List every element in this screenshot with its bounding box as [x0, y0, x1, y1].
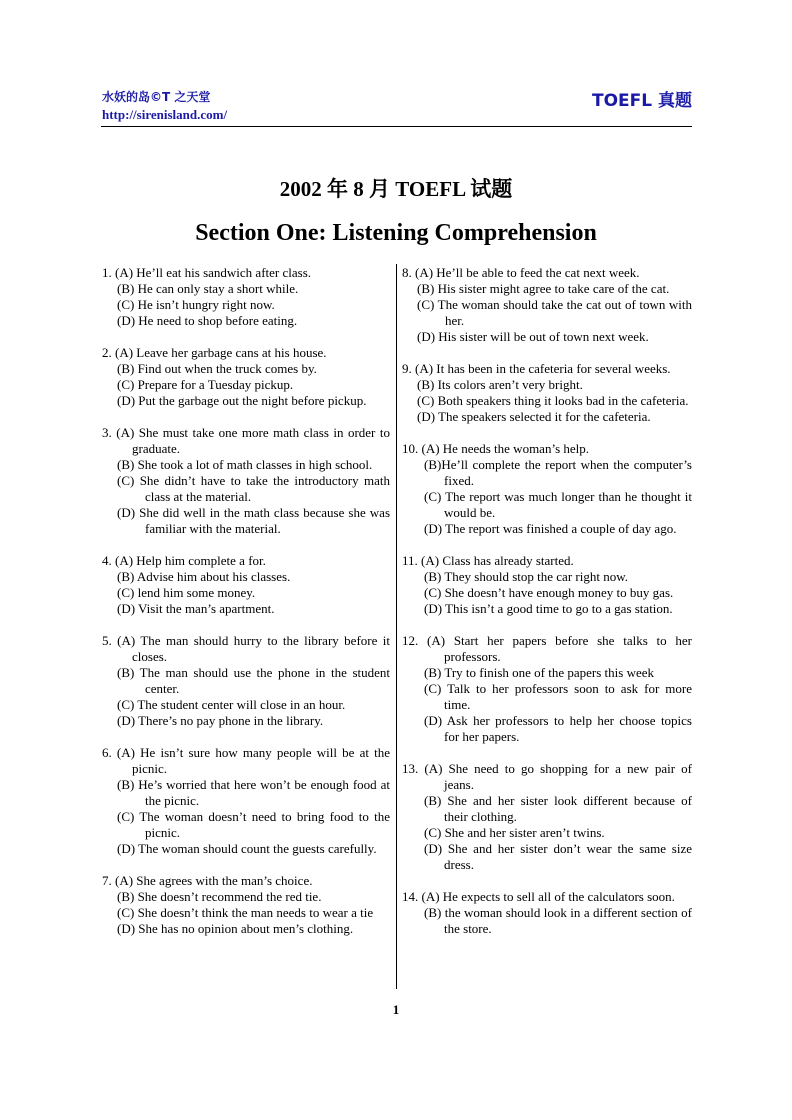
question-option: (C) The student center will close in an hour. — [117, 697, 346, 712]
question-12 — [402, 633, 692, 745]
question-option: (B) Advise him about his classes. — [117, 569, 291, 584]
question-option: (B) She took a lot of math classes in high school. — [117, 457, 373, 472]
question-option: (C) Talk to her professors soon to ask for more time. — [424, 681, 692, 712]
question-6 — [102, 745, 390, 857]
question-option: (D) She did well in the math class because she was familiar with the material. — [117, 505, 390, 536]
question-4 — [102, 553, 390, 617]
header-site-info — [102, 89, 227, 123]
question-option: (C) The woman should take the cat out of town with her. — [417, 297, 692, 328]
question-option: (C) Prepare for a Tuesday pickup. — [117, 377, 294, 392]
question-option: 3. (A) She must take one more math class in order to graduate. — [102, 425, 390, 456]
question-option: (B) His sister might agree to take care of the cat. — [417, 281, 670, 296]
header-divider — [101, 126, 692, 127]
question-option: (B) She and her sister look different because of their clothing. — [424, 793, 692, 824]
question-option: (B) Find out when the truck comes by. — [117, 361, 317, 376]
page-number: 1 — [392, 1002, 400, 1017]
question-option: (D) He need to shop before eating. — [117, 313, 298, 328]
question-option: (D) There’s no pay phone in the library. — [117, 713, 324, 728]
question-5 — [102, 633, 390, 729]
question-option: (C) lend him some money. — [117, 585, 256, 600]
question-7 — [102, 873, 390, 937]
section-title: Section One: Listening Comprehension — [195, 220, 597, 246]
question-option: (D) Put the garbage out the night before pickup. — [117, 393, 367, 408]
left-column — [102, 265, 390, 953]
page-title: 2002 年 8 月 TOEFL 试题 — [279, 177, 513, 201]
question-option: (D) His sister will be out of town next week. — [417, 329, 649, 344]
question-option: (B) She doesn’t recommend the red tie. — [117, 889, 322, 904]
question-option: 6. (A) He isn’t sure how many people will be at the picnic. — [102, 745, 390, 776]
question-option: (B) the woman should look in a different section of the store. — [424, 905, 692, 936]
question-option: (D) The report was finished a couple of day ago. — [424, 521, 677, 536]
right-column — [402, 265, 692, 953]
question-option: (B) He’s worried that here won’t be enough food at the picnic. — [117, 777, 390, 808]
question-option: (C) She didn’t have to take the introductory math class at the material. — [117, 473, 390, 504]
question-option: 10. (A) He needs the woman’s help. — [402, 441, 590, 456]
question-option: (C) She doesn’t have enough money to buy gas. — [424, 585, 674, 600]
question-option: 7. (A) She agrees with the man’s choice. — [102, 873, 313, 888]
site-name: 水妖的岛©T 之天堂 — [102, 90, 211, 104]
question-option: (D) This isn’t a good time to go to a gas station. — [424, 601, 673, 616]
question-10 — [402, 441, 692, 537]
question-option: (B) They should stop the car right now. — [424, 569, 628, 584]
question-option: (C) She and her sister aren’t twins. — [424, 825, 605, 840]
question-3 — [102, 425, 390, 537]
question-option: 5. (A) The man should hurry to the library before it closes. — [102, 633, 390, 664]
question-option: 1. (A) He’ll eat his sandwich after class. — [102, 265, 312, 280]
question-option: (B) Its colors aren’t very bright. — [417, 377, 583, 392]
question-option: 4. (A) Help him complete a for. — [102, 553, 266, 568]
question-option: 12. (A) Start her papers before she talks to her professors. — [402, 633, 692, 664]
question-option: (B)He’ll complete the report when the computer’s fixed. — [424, 457, 692, 488]
question-option: (C) Both speakers thing it looks bad in the cafeteria. — [417, 393, 689, 408]
question-option: (B) The man should use the phone in the student center. — [117, 665, 390, 696]
question-option: (B) Try to finish one of the papers this week — [424, 665, 655, 680]
question-13 — [402, 761, 692, 873]
question-option: 9. (A) It has been in the cafeteria for several weeks. — [402, 361, 671, 376]
question-option: (D) Visit the man’s apartment. — [117, 601, 275, 616]
question-option: (D) The woman should count the guests carefully. — [117, 841, 377, 856]
header-right-title: TOEFL 真题 — [591, 91, 692, 111]
question-option: (C) He isn’t hungry right now. — [117, 297, 275, 312]
question-1 — [102, 265, 390, 329]
question-option: (D) She has no opinion about men’s clothing. — [117, 921, 354, 936]
question-8 — [402, 265, 692, 345]
question-14 — [402, 889, 692, 937]
question-option: 2. (A) Leave her garbage cans at his house. — [102, 345, 327, 360]
question-option: (C) The woman doesn’t need to bring food to the picnic. — [117, 809, 390, 840]
question-option: 8. (A) He’ll be able to feed the cat next week. — [402, 265, 640, 280]
question-option: (D) The speakers selected it for the cafeteria. — [417, 409, 651, 424]
question-2 — [102, 345, 390, 409]
question-option: (B) He can only stay a short while. — [117, 281, 299, 296]
question-option: (D) Ask her professors to help her choose topics for her papers. — [424, 713, 692, 744]
question-9 — [402, 361, 692, 425]
question-option: (C) The report was much longer than he thought it would be. — [424, 489, 692, 520]
column-divider — [396, 264, 397, 989]
question-option: 11. (A) Class has already started. — [402, 553, 574, 568]
question-option: 14. (A) He expects to sell all of the calculators soon. — [402, 889, 675, 904]
question-11 — [402, 553, 692, 617]
question-option: (D) She and her sister don’t wear the same size dress. — [424, 841, 692, 872]
site-url[interactable]: http://sirenisland.com/ — [102, 107, 228, 122]
question-option: 13. (A) She need to go shopping for a new pair of jeans. — [402, 761, 692, 792]
question-option: (C) She doesn’t think the man needs to wear a tie — [117, 905, 374, 920]
